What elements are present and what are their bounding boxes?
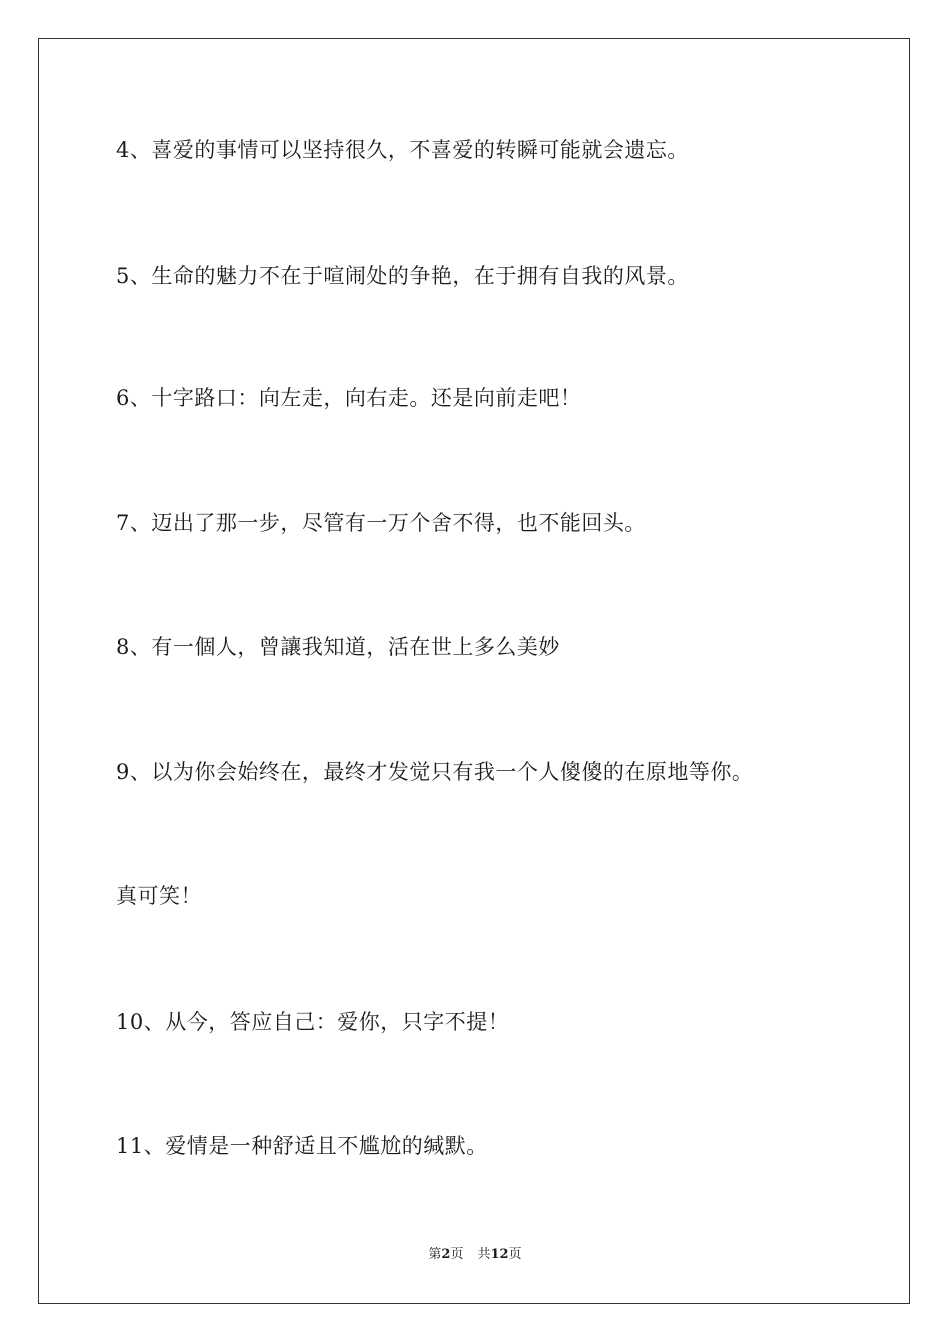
text-line-9: 9、以为你会始终在，最终才发觉只有我一个人傻傻的在原地等你。 [116,760,754,784]
footer-current-page: 2 [441,1247,451,1262]
footer-total-pages: 12 [490,1247,509,1262]
text-line-9-continued: 真可笑！ [116,884,202,908]
page-border [38,38,910,1304]
text-line-5: 5、生命的魅力不在于喧闹处的争艳，在于拥有自我的风景。 [116,264,689,288]
footer-total-prefix: 共 [477,1247,491,1262]
text-line-10: 10、从今，答应自己：爱你，只字不提！ [116,1010,510,1034]
footer-page-suffix: 页 [450,1247,464,1262]
text-line-6: 6、十字路口：向左走，向右走。还是向前走吧！ [116,386,582,410]
footer-page-prefix: 第 [428,1247,442,1262]
page-footer [0,1246,950,1264]
text-line-4: 4、喜爱的事情可以坚持很久，不喜爱的转瞬可能就会遗忘。 [116,138,689,162]
text-line-11: 11、爱情是一种舒适且不尴尬的缄默。 [116,1134,488,1158]
text-line-8: 8、有一個人，曾讓我知道，活在世上多么美妙 [116,635,560,659]
text-line-7: 7、迈出了那一步，尽管有一万个舍不得，也不能回头。 [116,511,646,535]
footer-total-suffix: 页 [508,1247,522,1262]
